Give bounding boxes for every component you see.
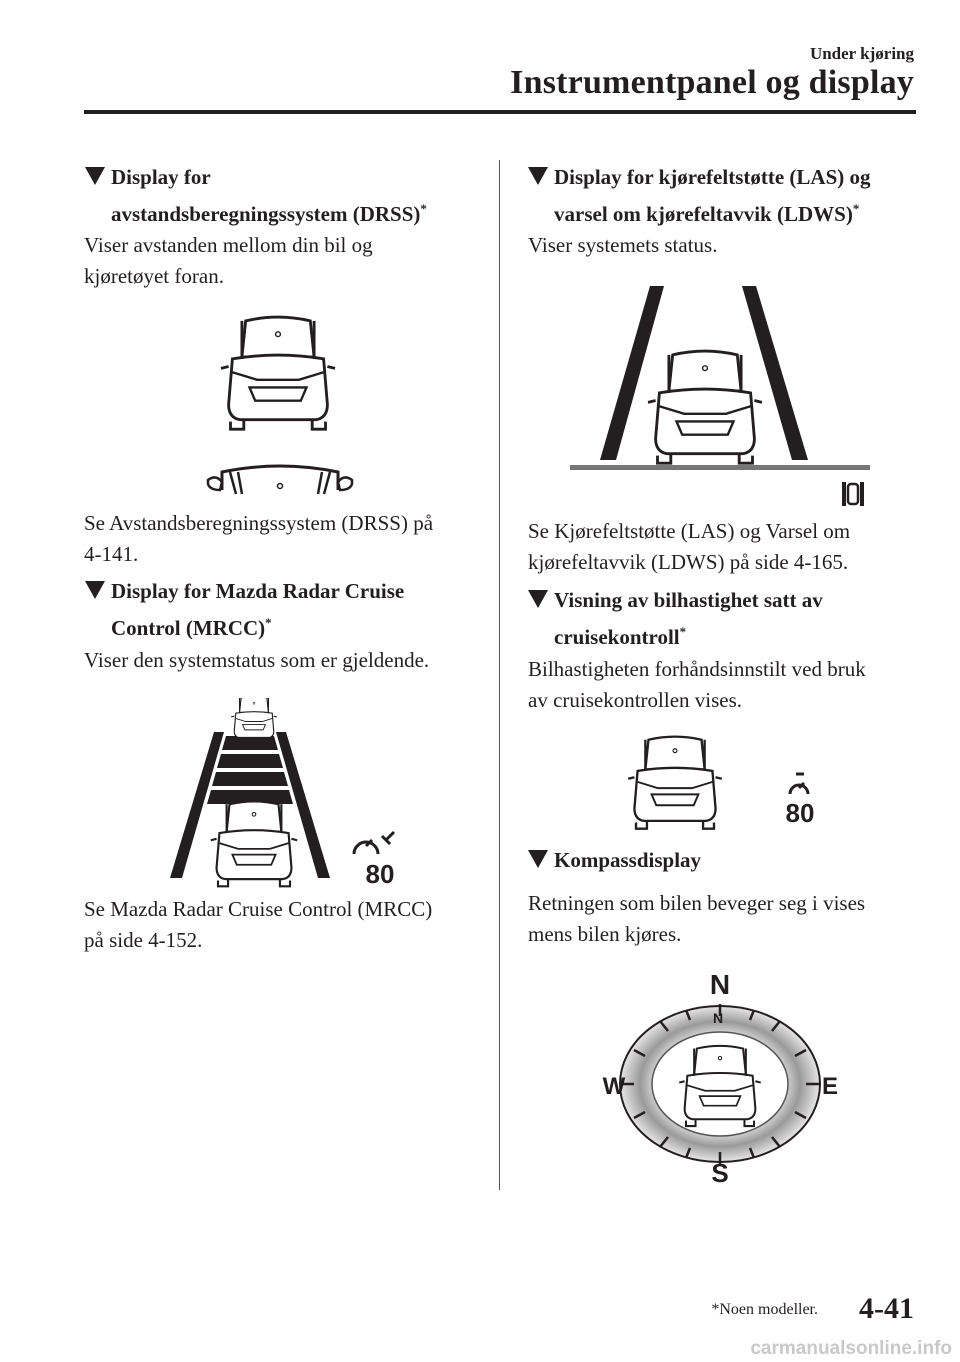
las-heading bbox=[554, 162, 934, 230]
own-car-icon bbox=[628, 737, 722, 829]
mrcc-heading-line2: Control (MRCC) bbox=[111, 616, 266, 640]
triangle-marker-icon bbox=[528, 167, 548, 185]
asterisk: * bbox=[420, 201, 427, 216]
own-car-hood-icon bbox=[208, 466, 352, 494]
section-label: Under kjøring bbox=[809, 44, 914, 63]
las-body: Viser systemets status. bbox=[528, 233, 718, 257]
drss-heading-line2: avstandsberegningssystem (DRSS) bbox=[111, 202, 421, 226]
asterisk: * bbox=[852, 201, 860, 216]
cruise-heading-line2: cruisekontroll bbox=[554, 625, 680, 649]
drss-heading bbox=[111, 162, 491, 230]
lane-line-left bbox=[170, 732, 224, 878]
las-illustration bbox=[570, 282, 880, 510]
las-heading-line1: Display for kjørefeltstøtte (LAS) og bbox=[554, 165, 871, 189]
asterisk: * bbox=[679, 624, 687, 639]
drss-heading-line1: Display for bbox=[111, 165, 211, 189]
drss-illustration bbox=[200, 306, 360, 506]
mrcc-heading-line1: Display for Mazda Radar Cruise bbox=[111, 579, 405, 603]
road-shadow bbox=[570, 465, 870, 470]
radar-cruise-icon bbox=[354, 832, 394, 854]
las-heading-line2: varsel om kjørefeltavvik (LDWS) bbox=[554, 202, 853, 226]
compass-west: W bbox=[602, 1073, 626, 1100]
triangle-marker-icon bbox=[85, 581, 105, 599]
cruise-speed: 80 bbox=[785, 798, 815, 828]
cruise-body: Bilhastigheten forhåndsinnstilt ved bruk av cruisekontrollen vises. bbox=[528, 657, 866, 712]
compass-east: E bbox=[821, 1073, 839, 1100]
mrcc-heading bbox=[111, 576, 491, 644]
cruise-illustration bbox=[620, 730, 840, 830]
footnote: *Noen modeller. bbox=[711, 1301, 818, 1318]
lane-line-left bbox=[600, 286, 664, 460]
svg-text:N: N bbox=[712, 1010, 724, 1026]
car-ahead-icon bbox=[221, 317, 335, 429]
header-rule bbox=[84, 110, 916, 114]
las-reference: Se Kjørefeltstøtte (LAS) og Varsel om kjørefeltavvik (LDWS) på side 4-165. bbox=[528, 519, 851, 574]
distance-bar bbox=[222, 736, 278, 750]
drss-body: Viser avstanden mellom din bil og kjøretøyet foran. bbox=[84, 233, 373, 288]
mrcc-speed: 80 bbox=[365, 859, 395, 889]
own-car-icon bbox=[211, 801, 297, 886]
page-title: Instrumentpanel og display bbox=[510, 64, 914, 101]
mrcc-illustration bbox=[160, 698, 410, 898]
cruise-control-icon bbox=[790, 774, 808, 794]
cruise-heading-line1: Visning av bilhastighet satt av bbox=[554, 588, 823, 612]
distance-bar bbox=[217, 754, 283, 768]
triangle-marker-icon bbox=[528, 590, 548, 608]
watermark: carmanualsonline.info bbox=[750, 1338, 952, 1359]
compass-north: N bbox=[709, 969, 731, 1000]
compass-heading: Kompassdisplay bbox=[554, 845, 934, 876]
column-divider bbox=[499, 160, 500, 1190]
mrcc-reference: Se Mazda Radar Cruise Control (MRCC) på side 4-152. bbox=[84, 897, 433, 952]
cruise-heading bbox=[554, 585, 934, 653]
compass-illustration bbox=[590, 966, 850, 1190]
compass-body: Retningen som bilen beveger seg i vises mens bilen kjøres. bbox=[528, 891, 866, 946]
compass-south: S bbox=[711, 1158, 729, 1188]
mrcc-body: Viser den systemstatus som er gjeldende. bbox=[84, 648, 430, 672]
triangle-marker-icon bbox=[528, 850, 548, 868]
distance-bar bbox=[212, 772, 288, 786]
asterisk: * bbox=[265, 615, 272, 630]
drss-reference: Se Avstandsberegningssystem (DRSS) på 4-141. bbox=[84, 511, 434, 566]
target-car-icon bbox=[231, 698, 277, 741]
lane-assist-icon bbox=[842, 482, 864, 506]
own-car-icon bbox=[648, 351, 762, 463]
triangle-marker-icon bbox=[85, 167, 105, 185]
page-number: 4-41 bbox=[859, 1292, 914, 1325]
